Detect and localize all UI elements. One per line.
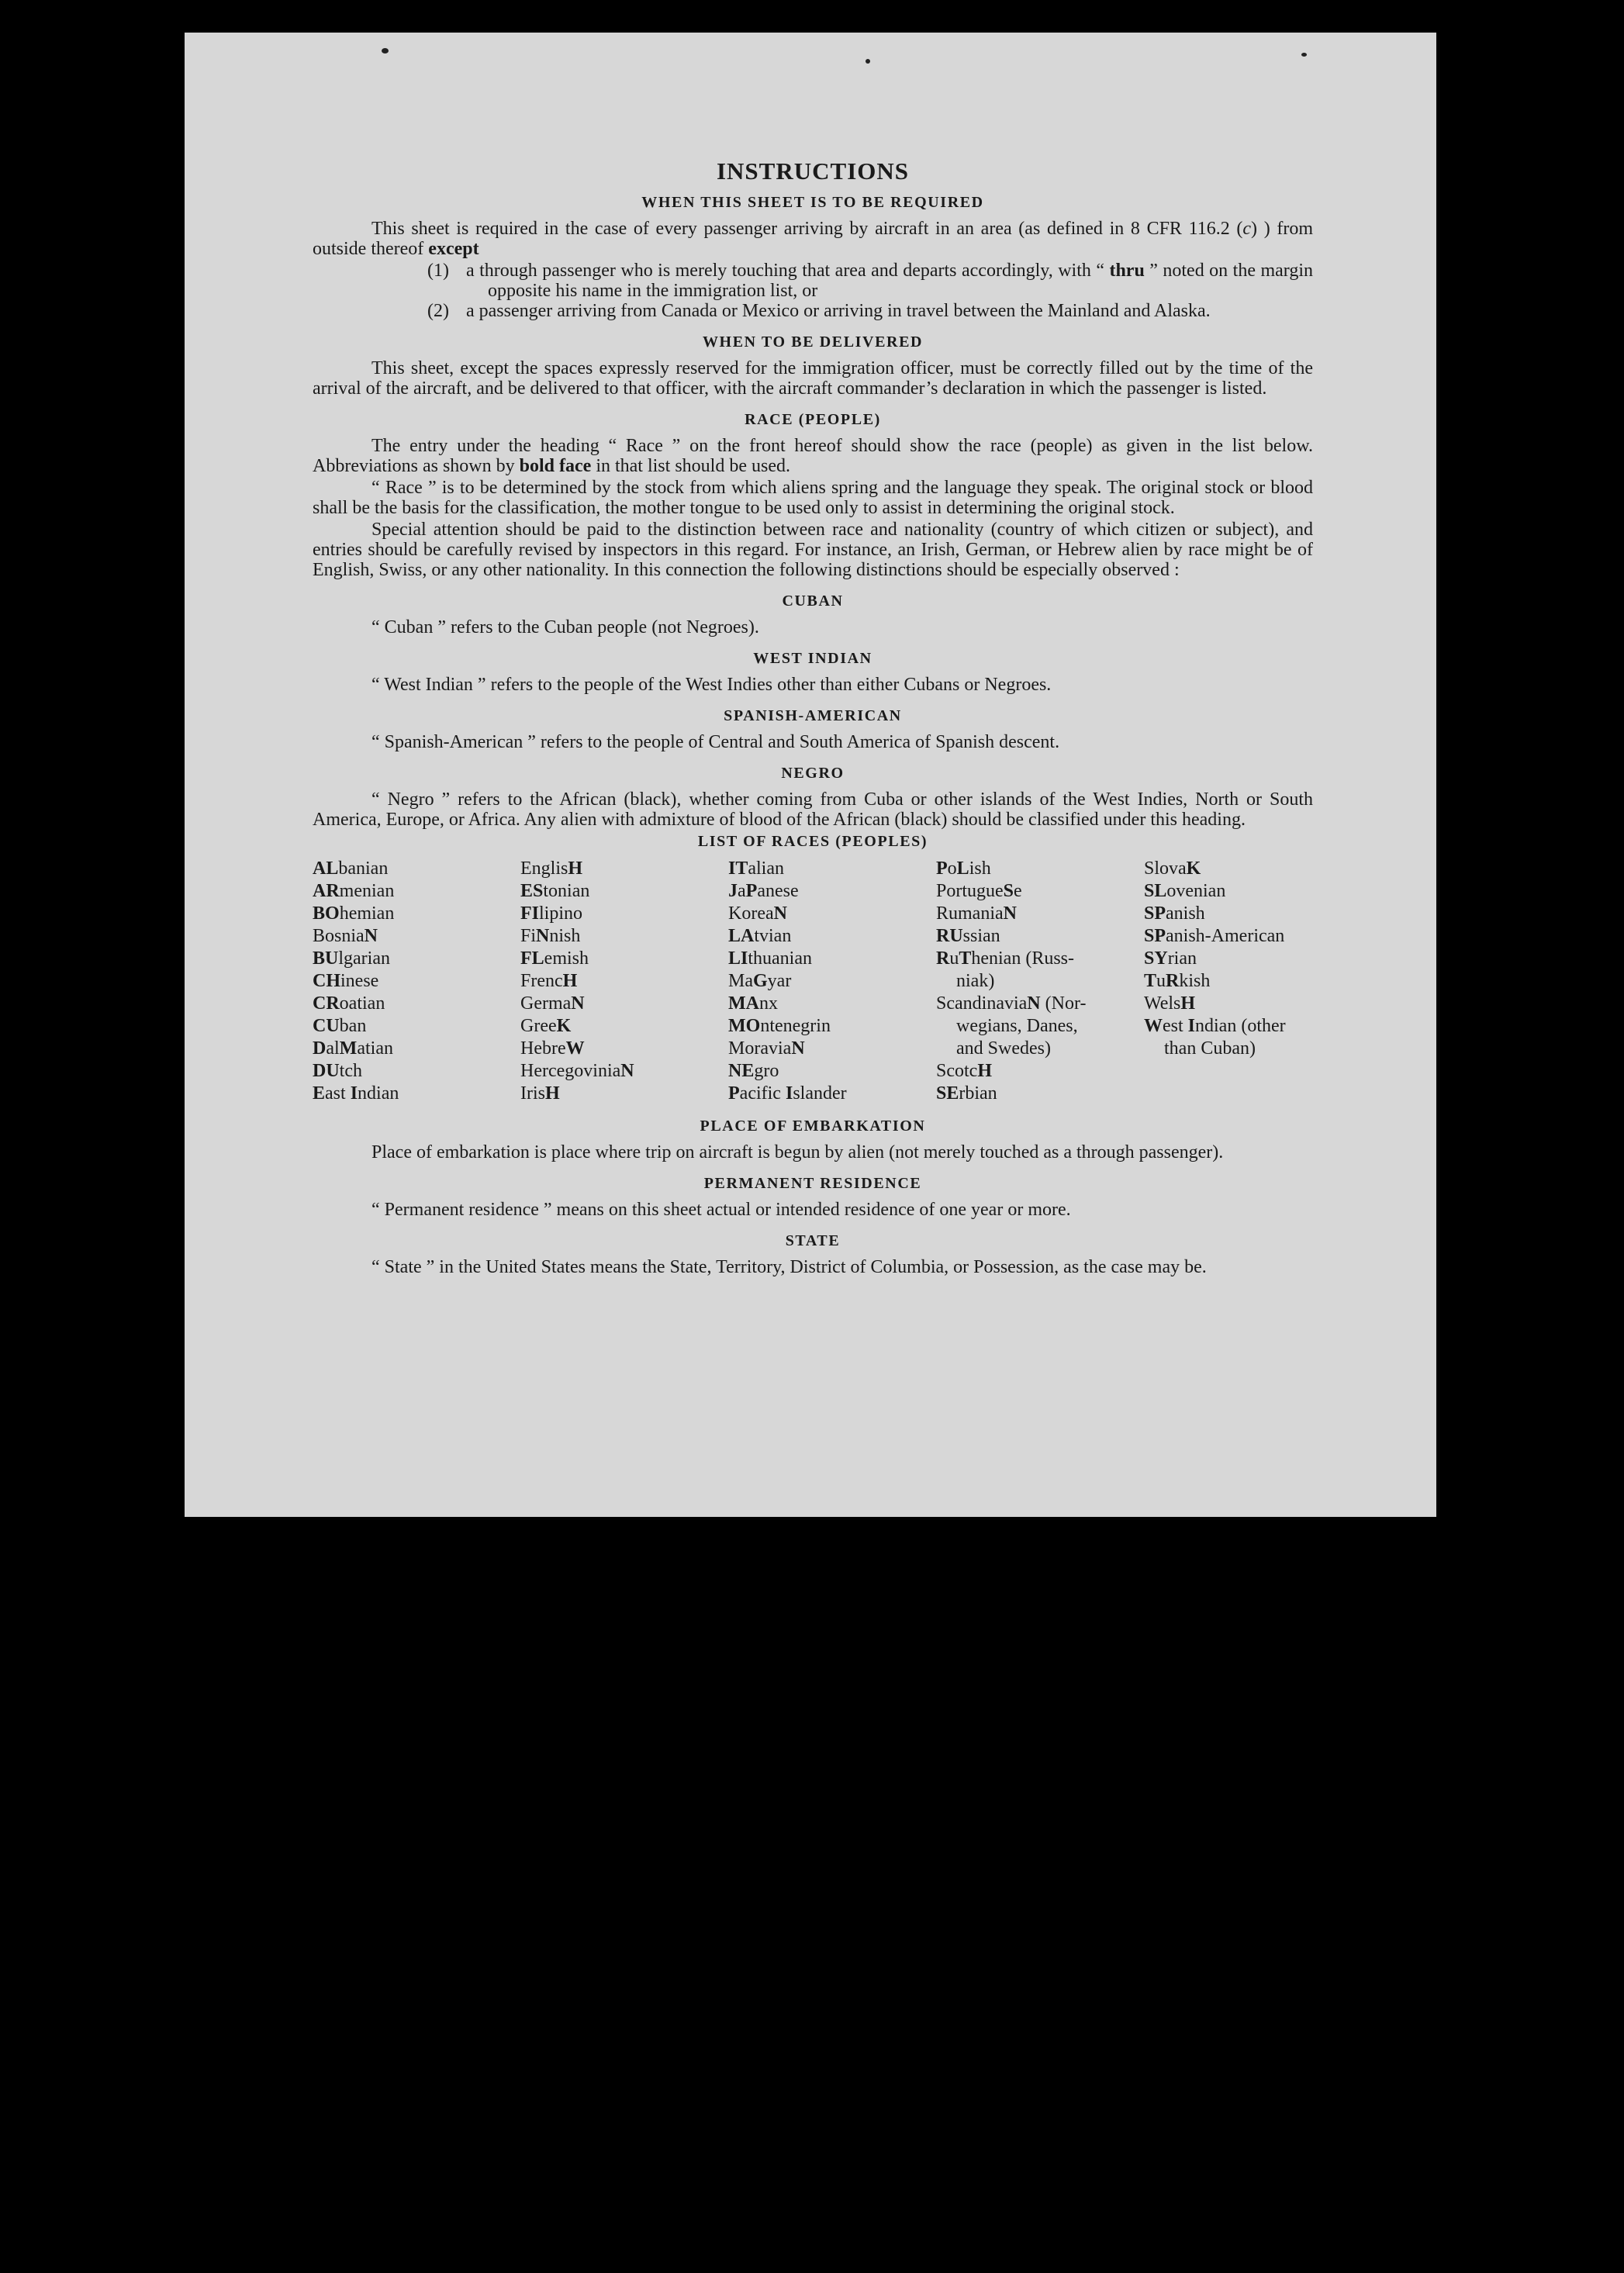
negro-text: “ Negro ” refers to the African (black), whether coming from Cuba or other islands of the West Indies, North or South America, Europe, or Africa. Any alien with admixture of blood of the African (black) should be classified under this heading.	[313, 789, 1313, 830]
race-entry: BosniaN	[313, 926, 378, 946]
race-paragraph-3: Special attention should be paid to the distinction between race and nationality (country of which citizen or subject), and entries should be carefully revised by inspectors in this regard. For instance, an Irish, German, or Hebrew alien by race might be of English, Swiss, or any other nationality. In this connection the following distinctions should be especially observed :	[313, 520, 1313, 580]
race-entry: MAnx	[728, 993, 778, 1014]
race-entry: BOhemian	[313, 903, 395, 924]
race-entry: East Indian	[313, 1083, 399, 1104]
embarkation-text: Place of embarkation is place where trip on aircraft is begun by alien (not merely touched as a through passenger).	[371, 1142, 1224, 1162]
race-entry: NEgro	[728, 1061, 779, 1081]
race-entry: RUssian	[936, 926, 1000, 946]
state-text: “ State ” in the United States means the State, Territory, District of Columbia, or Possession, as the case may be.	[371, 1257, 1207, 1277]
race-entry: Pacific Islander	[728, 1083, 847, 1104]
document-page	[185, 33, 1436, 1517]
item-text: a passenger arriving from Canada or Mexico or arriving in travel between the Mainland and Alaska.	[466, 301, 1211, 321]
page-title: INSTRUCTIONS	[716, 157, 909, 185]
race-entry-continuation: niak)	[956, 971, 995, 991]
race-column	[936, 858, 1144, 1105]
west-indian-text: “ West Indian ” refers to the people of the West Indies other than either Cubans or Negroes.	[371, 675, 1052, 695]
race-entry: FiNnish	[520, 926, 581, 946]
race-paragraph-2: “ Race ” is to be determined by the stock from which aliens spring and the language they speak. The original stock or blood shall be the basis for the classification, the mother tongue to be used only to assist in determining the original stock.	[313, 478, 1313, 518]
race-entry: MOntenegrin	[728, 1016, 831, 1036]
race-entry: FIlipino	[520, 903, 583, 924]
race-entry: LIthuanian	[728, 948, 812, 969]
race-entry: MoraviaN	[728, 1038, 805, 1059]
spanish-american-text: “ Spanish-American ” refers to the people of Central and South America of Spanish descent.	[371, 732, 1060, 752]
race-entry: FLemish	[520, 948, 589, 969]
race-entry: ALbanian	[313, 858, 389, 879]
required-intro: This sheet is required in the case of every passenger arriving by aircraft in an area (as defined in 8 CFR 116.2 (c) ) from outside thereof except	[313, 219, 1313, 259]
section-heading-negro: NEGRO	[781, 765, 845, 782]
races-list	[313, 858, 1313, 1105]
race-entry: GermaN	[520, 993, 585, 1014]
item-number: (2)	[427, 301, 449, 321]
race-entry-continuation: than Cuban)	[1164, 1038, 1256, 1059]
list-of-races-heading: LIST OF RACES (PEOPLES)	[697, 833, 928, 850]
race-entry: LAtvian	[728, 926, 792, 946]
race-entry: DalMatian	[313, 1038, 393, 1059]
race-entry: ARmenian	[313, 881, 395, 901]
scan-speck	[866, 59, 870, 64]
section-heading-delivered: WHEN TO BE DELIVERED	[702, 333, 924, 351]
section-heading-state: STATE	[785, 1232, 841, 1249]
race-entry: IrisH	[520, 1083, 560, 1104]
race-entry: SErbian	[936, 1083, 997, 1104]
race-paragraph-1: The entry under the heading “ Race ” on the front hereof should show the race (people) as given in the list below. Abbreviations as shown by bold face in that list should be used.	[313, 436, 1313, 476]
item-text: a through passenger who is merely touching that area and departs accordingly, with “ thru ” noted on the margin opposite his name in the immigration list, or	[466, 261, 1313, 301]
race-entry: KoreaN	[728, 903, 787, 924]
race-entry: West Indian (other	[1144, 1016, 1286, 1036]
race-column	[313, 858, 520, 1105]
section-heading-cuban: CUBAN	[782, 592, 844, 610]
race-entry: SPanish	[1144, 903, 1205, 924]
race-entry-continuation: and Swedes)	[956, 1038, 1051, 1059]
race-entry: EnglisH	[520, 858, 583, 879]
race-entry: RuThenian (Russ-	[936, 948, 1075, 969]
race-entry: PoLish	[936, 858, 991, 879]
race-entry: ITalian	[728, 858, 784, 879]
section-heading-required: WHEN THIS SHEET IS TO BE REQUIRED	[641, 194, 984, 211]
section-heading-spanish-american: SPANISH-AMERICAN	[724, 707, 902, 724]
scan-speck	[382, 48, 389, 54]
race-entry: WelsH	[1144, 993, 1196, 1014]
exception-item-1	[427, 261, 1313, 301]
race-entry: GreeK	[520, 1016, 572, 1036]
race-entry: JaPanese	[728, 881, 799, 901]
race-entry: SYrian	[1144, 948, 1197, 969]
race-entry: PortugueSe	[936, 881, 1022, 901]
section-heading-embarkation: PLACE OF EMBARKATION	[700, 1118, 926, 1135]
exception-item-2	[427, 301, 1313, 321]
race-entry: EStonian	[520, 881, 590, 901]
instructions-body	[313, 127, 1313, 1279]
race-entry: CHinese	[313, 971, 379, 991]
section-heading-residence: PERMANENT RESIDENCE	[703, 1175, 922, 1192]
race-entry: ScandinaviaN (Nor-	[936, 993, 1087, 1014]
race-entry: SLovenian	[1144, 881, 1226, 901]
item-number: (1)	[427, 261, 449, 281]
race-entry: SPanish-American	[1144, 926, 1285, 946]
race-entry: CUban	[313, 1016, 367, 1036]
race-column	[728, 858, 936, 1105]
race-entry: TuRkish	[1144, 971, 1211, 991]
section-heading-west-indian: WEST INDIAN	[753, 650, 872, 667]
delivered-text: This sheet, except the spaces expressly reserved for the immigration officer, must be correctly filled out by the time of the arrival of the aircraft, and be delivered to that officer, with the aircraft commander’s declaration in which the passenger is listed.	[313, 358, 1313, 399]
race-entry: FrencH	[520, 971, 578, 991]
race-entry: SlovaK	[1144, 858, 1201, 879]
race-column	[1144, 858, 1313, 1105]
race-entry: RumaniaN	[936, 903, 1017, 924]
scan-speck	[1301, 53, 1307, 57]
section-heading-race: RACE (PEOPLE)	[745, 411, 881, 428]
race-column	[520, 858, 728, 1105]
cuban-text: “ Cuban ” refers to the Cuban people (not Negroes).	[371, 617, 759, 637]
race-entry-continuation: wegians, Danes,	[956, 1016, 1078, 1036]
residence-text: “ Permanent residence ” means on this sheet actual or intended residence of one year or more.	[371, 1200, 1071, 1220]
race-entry: CRoatian	[313, 993, 385, 1014]
race-entry: MaGyar	[728, 971, 792, 991]
race-entry: HebreW	[520, 1038, 585, 1059]
race-entry: BUlgarian	[313, 948, 390, 969]
race-entry: DUtch	[313, 1061, 362, 1081]
race-entry: HercegoviniaN	[520, 1061, 634, 1081]
race-entry: ScotcH	[936, 1061, 992, 1081]
